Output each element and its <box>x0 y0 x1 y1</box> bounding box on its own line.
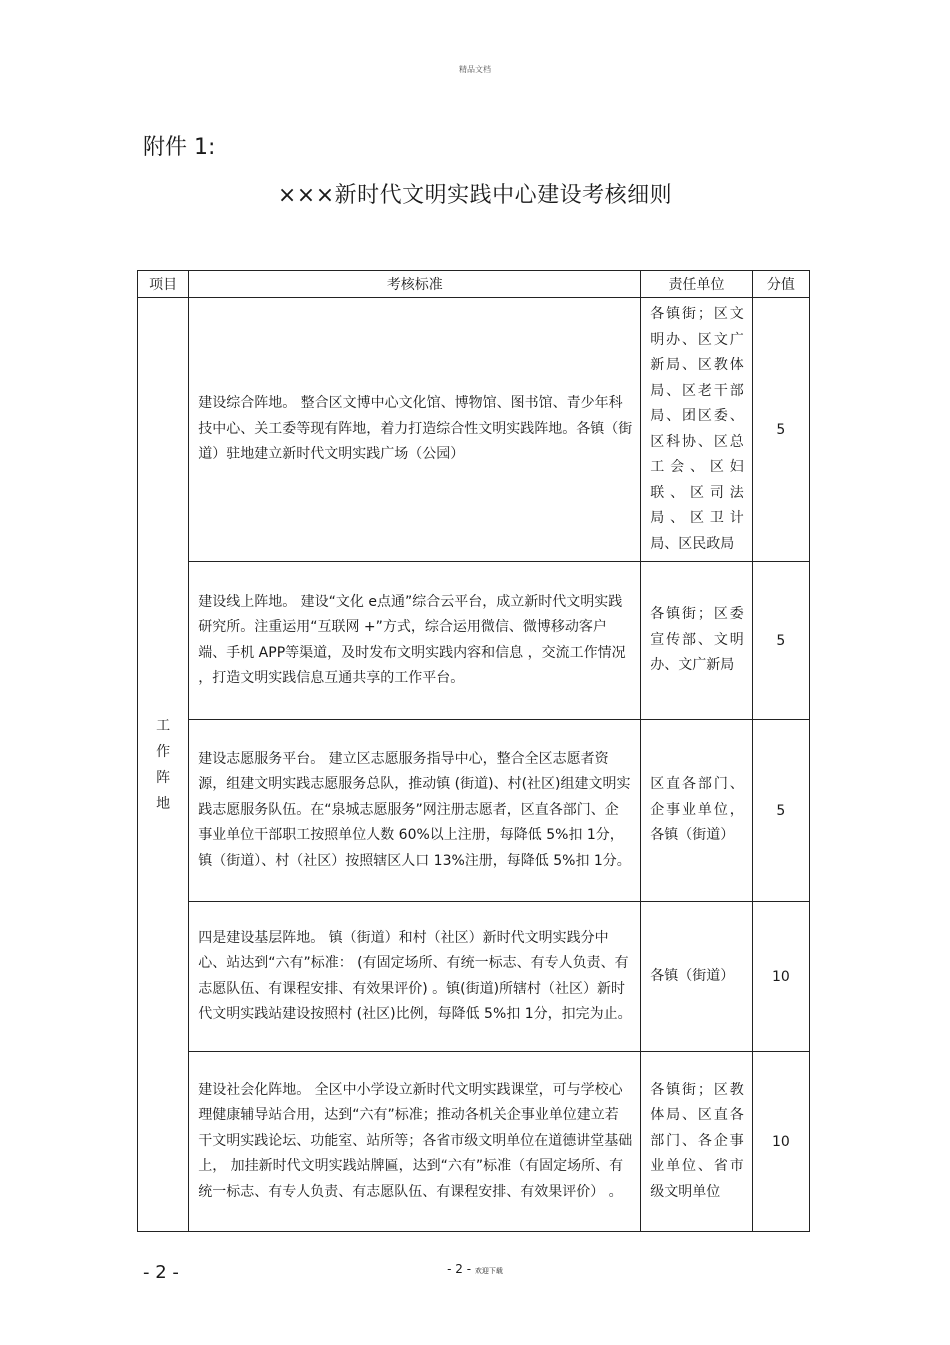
score-cell: 5 <box>752 720 809 902</box>
unit-cell: 各镇街；区教体局、区直各部门、各企事业单位、省市级文明单位 <box>641 1052 752 1232</box>
score-cell: 5 <box>752 298 809 562</box>
table-row <box>138 902 810 1052</box>
standard-cell: 建设社会化阵地。 全区中小学设立新时代文明实践课堂，可与学校心理健康辅导站合用，达到“六有”标准；推动各机关企事业单位建立若干文明实践论坛、功能室、站所等；各省市级文明单位在道德讲堂基础上， 加挂新时代文明实践站牌匾，达到“六有”标准（有固定场所、有统一标志、有专人负责、有志愿队伍、有课程安排、有效果评价） 。 <box>189 1052 641 1232</box>
table-row <box>138 298 810 562</box>
header-note: 精品文档 <box>459 65 491 74</box>
standard-cell: 建设线上阵地。 建设“文化 e点通”综合云平台，成立新时代文明实践研究所。注重运用“互联网 +”方式，综合运用微信、微博移动客户端、手机 APP等渠道，及时发布文明实践内容和信息 ，交流工作情况 ，打造文明实践信息互通共享的工作平台。 <box>189 562 641 720</box>
unit-cell: 各镇街；区委宣传部、文明办、文广新局 <box>641 562 752 720</box>
page-number-left: - 2 - <box>143 1262 179 1283</box>
header-unit: 责任单位 <box>641 271 752 298</box>
table-row <box>138 720 810 902</box>
document-title: ×××新时代文明实践中心建设考核细则 <box>277 183 673 208</box>
table-row <box>138 1052 810 1232</box>
score-cell: 10 <box>752 902 809 1052</box>
project-cell <box>138 298 189 1232</box>
project-label: 工作阵地 <box>156 717 171 812</box>
header-score: 分值 <box>752 271 809 298</box>
unit-cell: 区直各部门、企事业单位，各镇（街道） <box>641 720 752 902</box>
assessment-table <box>137 270 810 1232</box>
header-project: 项目 <box>138 271 189 298</box>
page-number-center: - 2 - <box>447 1262 472 1276</box>
table-header-row <box>138 271 810 298</box>
standard-cell: 四是建设基层阵地。 镇（街道）和村（社区）新时代文明实践分中心、站达到“六有”标准： (有固定场所、有统一标志、有专人负责、有志愿队伍、有课程安排、有效果评价) 。镇(街道)所辖村（社区）新时代文明实践站建设按照村 (社区)比例，每降低 5%扣 1分，扣完为止。 <box>189 902 641 1052</box>
standard-cell: 建设志愿服务平台。 建立区志愿服务指导中心，整合全区志愿者资源，组建文明实践志愿服务总队，推动镇 (街道)、村(社区)组建文明实践志愿服务队伍。在“泉城志愿服务”网注册志愿者，区直各部门、企事业单位干部职工按照单位人数 60%以上注册，每降低 5%扣 1分，镇（街道）、村（社区）按照辖区人口 13%注册，每降低 5%扣 1分。 <box>189 720 641 902</box>
score-cell: 10 <box>752 1052 809 1232</box>
standard-cell: 建设综合阵地。 整合区文博中心文化馆、博物馆、图书馆、青少年科技中心、关工委等现有阵地，着力打造综合性文明实践阵地。各镇（街道）驻地建立新时代文明实践广场（公园） <box>189 298 641 562</box>
unit-cell: 各镇（街道） <box>641 902 752 1052</box>
unit-cell: 各镇街；区文明办、区文广新局、区教体局、区老干部局、团区委、区科协、区总工会、区妇联、区司法局、区卫计局、区民政局 <box>641 298 752 562</box>
score-cell: 5 <box>752 562 809 720</box>
header-standard: 考核标准 <box>189 271 641 298</box>
page-footer <box>0 1262 950 1276</box>
table-row <box>138 562 810 720</box>
attachment-label: 附件 1: <box>143 135 216 160</box>
footer-note: 欢迎下载 <box>474 1267 503 1275</box>
